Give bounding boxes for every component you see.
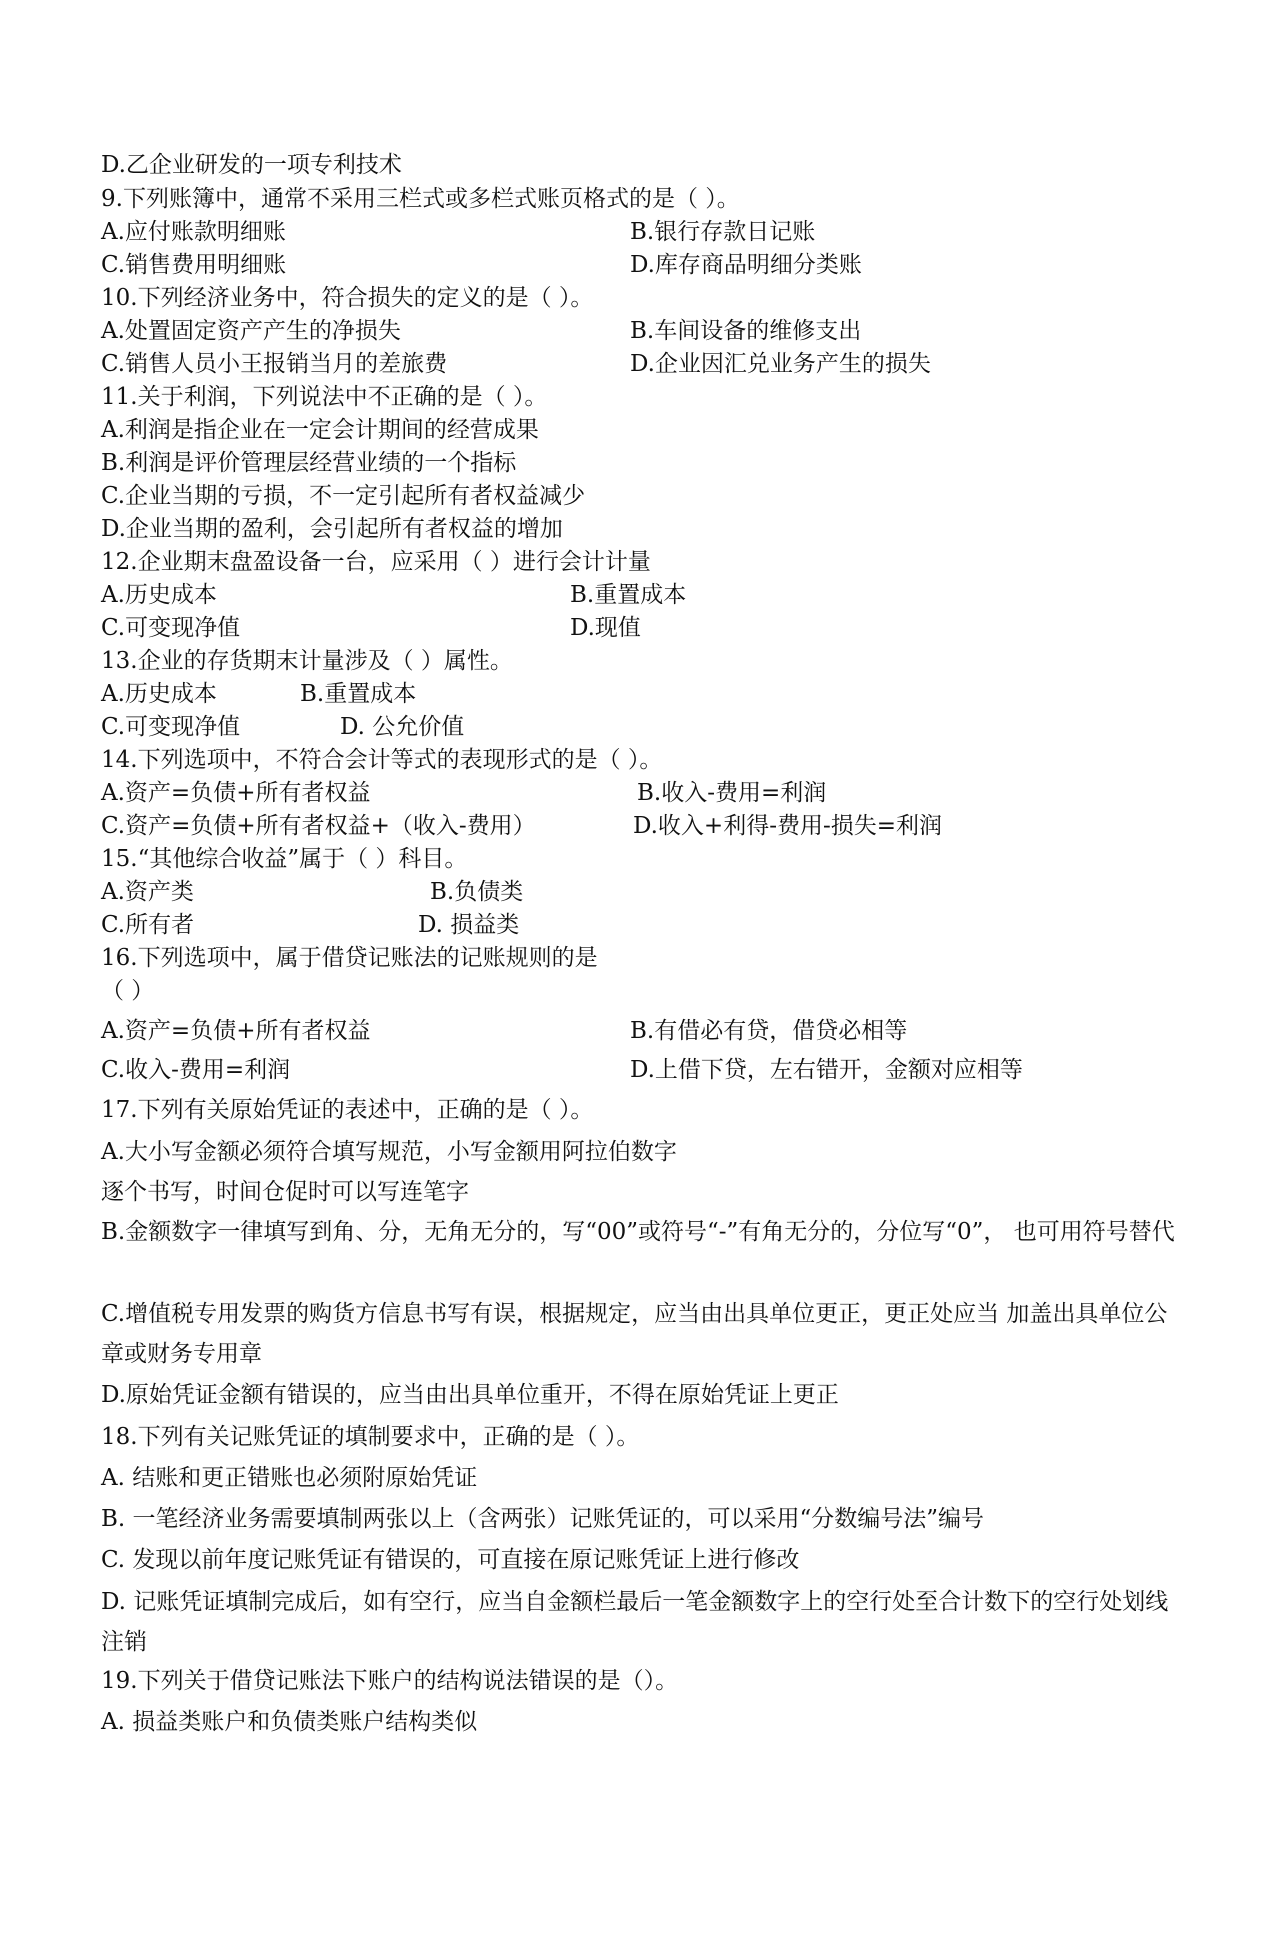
- q10-question: 10.下列经济业务中，符合损失的定义的是（ ）。: [101, 285, 594, 311]
- q17-option-d: D.原始凭证金额有错误的，应当由出具单位重开，不得在原始凭证上更正: [101, 1382, 839, 1408]
- q11-option-a: A.利润是指企业在一定会计期间的经营成果: [101, 417, 539, 443]
- q14-option-c: C.资产=负债+所有者权益+（收入-费用）: [101, 813, 536, 839]
- q18-option-c: C. 发现以前年度记账凭证有错误的，可直接在原记账凭证上进行修改: [101, 1547, 800, 1573]
- q12-option-d: D.现值: [570, 615, 641, 641]
- q15-option-c: C.所有者: [101, 912, 195, 938]
- q17-option-a: A.大小写金额必须符合填写规范，小写金额用阿拉伯数字: [101, 1139, 677, 1165]
- q14-option-a: A.资产=负债+所有者权益: [101, 780, 371, 806]
- q10-option-a: A.处置固定资产产生的净损失: [101, 318, 401, 344]
- q11-question: 11.关于利润，下列说法中不正确的是（ ）。: [101, 384, 548, 410]
- q10-option-d: D.企业因汇兑业务产生的损失: [630, 351, 931, 377]
- q15-question: 15.“其他综合收益”属于（ ）科目。: [101, 846, 468, 872]
- q16-option-b: B.有借必有贷，借贷必相等: [630, 1018, 908, 1044]
- q16-option-d: D.上借下贷，左右错开，金额对应相等: [630, 1057, 1023, 1083]
- q18-option-d: D. 记账凭证填制完成后，如有空行，应当自金额栏最后一笔金额数字上的空行处至合计数下的空行处划线注销: [101, 1589, 1169, 1655]
- q17-option-a-cont: 逐个书写，时间仓促时可以写连笔字: [101, 1179, 469, 1205]
- q19-question: 19.下列关于借贷记账法下账户的结构说法错误的是（）。: [101, 1668, 679, 1694]
- q12-option-a: A.历史成本: [101, 582, 217, 608]
- q9-option-b: B.银行存款日记账: [630, 219, 816, 245]
- q15-option-d: D. 损益类: [418, 912, 520, 938]
- q13-option-b: B.重置成本: [300, 681, 417, 707]
- q16-question: 16.下列选项中，属于借贷记账法的记账规则的是: [101, 945, 598, 971]
- q18-question: 18.下列有关记账凭证的填制要求中，正确的是（ ）。: [101, 1424, 640, 1450]
- q8-option-d: D.乙企业研发的一项专利技术: [101, 152, 402, 178]
- q16-option-a: A.资产=负债+所有者权益: [101, 1018, 371, 1044]
- q14-option-d: D.收入+利得-费用-损失=利润: [633, 813, 943, 839]
- q14-question: 14.下列选项中，不符合会计等式的表现形式的是（ ）。: [101, 747, 663, 773]
- q10-option-b: B.车间设备的维修支出: [630, 318, 862, 344]
- q13-option-d: D. 公允价值: [340, 714, 465, 740]
- q15-option-b: B.负债类: [430, 879, 524, 905]
- q14-option-b: B.收入-费用=利润: [637, 780, 827, 806]
- q18-option-a: A. 结账和更正错账也必须附原始凭证: [101, 1465, 478, 1491]
- q12-option-c: C.可变现净值: [101, 615, 241, 641]
- q9-option-a: A.应付账款明细账: [101, 219, 286, 245]
- q11-option-c: C.企业当期的亏损，不一定引起所有者权益减少: [101, 483, 586, 509]
- q17-option-b: B.金额数字一律填写到角、分，无角无分的，写“00”或符号“-”有角无分的，分位写“0”， 也可用符号替代: [101, 1219, 1175, 1245]
- q17-option-c: C.增值税专用发票的购货方信息书写有误，根据规定，应当由出具单位更正，更正处应当 加盖出具单位公章或财务专用章: [101, 1301, 1168, 1367]
- q11-option-b: B.利润是评价管理层经营业绩的一个指标: [101, 450, 517, 476]
- q9-option-d: D.库存商品明细分类账: [630, 252, 862, 278]
- q9-option-c: C.销售费用明细账: [101, 252, 287, 278]
- q19-option-a: A. 损益类账户和负债类账户结构类似: [101, 1709, 478, 1735]
- q16-blank: （ ）: [101, 978, 155, 1004]
- q13-option-c: C.可变现净值: [101, 714, 241, 740]
- q17-question: 17.下列有关原始凭证的表述中，正确的是（ ）。: [101, 1097, 594, 1123]
- q12-option-b: B.重置成本: [570, 582, 687, 608]
- q9-question: 9.下列账簿中，通常不采用三栏式或多栏式账页格式的是（ ）。: [101, 186, 740, 212]
- q18-option-b: B. 一笔经济业务需要填制两张以上（含两张）记账凭证的，可以采用“分数编号法”编号: [101, 1506, 985, 1532]
- q10-option-c: C.销售人员小王报销当月的差旅费: [101, 351, 448, 377]
- q12-question: 12.企业期末盘盈设备一台，应采用（ ）进行会计计量: [101, 549, 651, 575]
- q15-option-a: A.资产类: [101, 879, 194, 905]
- q16-option-c: C.收入-费用=利润: [101, 1057, 291, 1083]
- q11-option-d: D.企业当期的盈利，会引起所有者权益的增加: [101, 516, 563, 542]
- q13-option-a: A.历史成本: [101, 681, 217, 707]
- q13-question: 13.企业的存货期末计量涉及（ ）属性。: [101, 648, 513, 674]
